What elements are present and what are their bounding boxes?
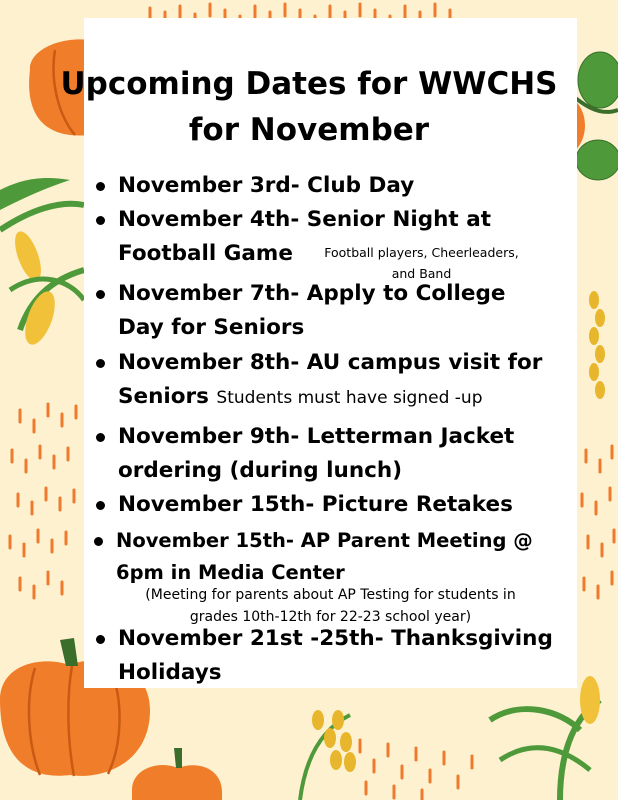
list-item-ap-meeting: November 15th- AP Parent Meeting @ [116,524,576,558]
note-signed-up: Students must have signed -up [216,388,483,408]
list-item-thanksgiving-cont: Holidays [118,660,222,685]
bullet-icon [96,216,105,225]
list-item-au-visit-cont: Seniors Students must have signed -up [118,384,483,409]
bullet-icon [96,635,105,644]
bullet-icon [96,433,105,442]
list-item-apply-college: November 7th- Apply to College [118,277,578,311]
pumpkin-bottom-center [132,748,222,800]
list-item-picture-retakes: November 15th- Picture Retakes [118,488,578,522]
corn-stalk-left [0,178,84,348]
wheat-right [589,291,605,399]
page-title-line-2: for November [188,112,430,148]
orange-dashes-right [582,446,614,598]
list-item-letterman-cont: ordering (during lunch) [118,458,403,483]
corn-stalk-bottom-right [490,676,600,800]
list-item-thanksgiving: November 21st -25th- Thanksgiving [118,622,578,656]
list-item-club-day: November 3rd- Club Day [118,169,578,203]
note-ap-testing: (Meeting for parents about AP Testing for students in grades 10th-12th for 22-23 school year) [145,587,516,625]
bullet-icon [96,359,105,368]
orange-dashes-left [10,404,76,598]
list-item-letterman: November 9th- Letterman Jacket [118,420,578,454]
list-item-ap-meeting-cont: 6pm in Media Center [116,561,345,584]
list-item-apply-college-cont: Day for Seniors [118,315,305,340]
bullet-icon [94,537,103,546]
bullet-icon [96,290,105,299]
page-title-line-1: Upcoming Dates for WWCHS [60,66,558,102]
wheat-bottom [300,710,356,800]
orange-dashes-bottom [360,740,472,800]
note-football: Football players, Cheerleaders, and Band [324,245,519,281]
list-item-au-visit: November 8th- AU campus visit for [118,346,578,380]
list-item-senior-night: November 4th- Senior Night at [118,203,578,237]
list-item-senior-night-cont: Football Game [118,241,293,266]
bullet-icon [96,182,105,191]
bullet-icon [96,501,105,510]
